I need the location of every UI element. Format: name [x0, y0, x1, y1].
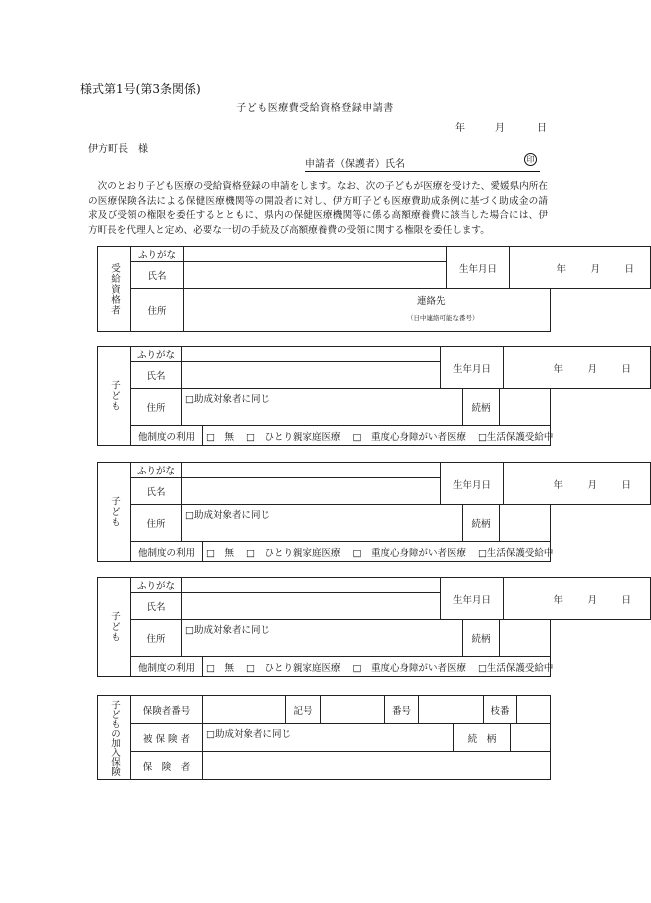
addressee: 伊方町長 様 [88, 144, 148, 155]
child-section-label: 子ども [97, 346, 131, 446]
child-birthdate-input[interactable] [503, 577, 651, 620]
child-name-input[interactable] [181, 592, 441, 620]
child-address-input[interactable] [181, 388, 463, 426]
child-address-input[interactable] [181, 504, 463, 542]
month-label: 月 [495, 123, 505, 134]
document-title: 子ども医療費受給資格登録申請書 [236, 103, 394, 114]
declaration-paragraph: 次のとおり子ども医療の受給資格登録の申請をします。なお、次の子どもが医療を受けた、愛媛県内所在の医療保険各法による保健医療機関等の開設者に対し、伊方町子ども医療費助成条例に基づく助成金の請求及び受領の権限を委任するとともに、県内の保健医療機関等に係る高額療養費に該当した場合には、伊方町長を代理人と定め、必要な一切の手続及び高額療養費の受領に関する権限を委任します。 [88, 181, 548, 236]
year-label: 年 [553, 594, 563, 606]
child-address-label: 住所 [130, 388, 182, 426]
day-label: 日 [624, 263, 634, 275]
child-relationship-input[interactable] [499, 504, 551, 542]
insurer-number-input[interactable] [202, 695, 286, 724]
recipient-name-label: 氏名 [130, 261, 184, 289]
child-address-input[interactable] [181, 619, 463, 657]
other-systems-options [202, 425, 554, 446]
child-furigana-input[interactable] [181, 346, 441, 362]
child-birthdate-label: 生年月日 [440, 462, 504, 505]
other-systems-label: 他制度の利用 [130, 541, 203, 562]
option-disability-checkbox[interactable]: □ 重度心身障がい者医療 [352, 662, 466, 674]
year-label: 年 [455, 123, 465, 134]
child-birthdate-input[interactable] [503, 462, 651, 505]
number-label: 番号 [384, 695, 419, 724]
day-label: 日 [537, 123, 547, 134]
other-systems-label: 他制度の利用 [130, 425, 203, 446]
applicant-name-field[interactable] [305, 155, 540, 172]
day-label: 日 [621, 479, 631, 491]
contact-note: （日中連絡可能な番号） [407, 314, 479, 322]
contact-label: 連絡先 [417, 296, 446, 307]
option-none-checkbox[interactable]: □ 無 [206, 547, 234, 559]
recipient-name-input[interactable] [183, 261, 447, 289]
child-section-1 [97, 346, 631, 446]
option-none-checkbox[interactable]: □ 無 [206, 662, 234, 674]
month-label: 月 [587, 594, 597, 606]
child-furigana-input[interactable] [181, 577, 441, 593]
application-date [455, 119, 547, 134]
month-label: 月 [587, 363, 597, 375]
insured-relationship-input[interactable] [510, 723, 551, 752]
option-welfare-checkbox[interactable]: □生活保護受給中 [477, 547, 554, 559]
insurer-label: 保 険 者 [130, 751, 203, 780]
symbol-label: 記号 [285, 695, 321, 724]
child-name-label: 氏名 [130, 477, 182, 505]
child-name-label: 氏名 [130, 592, 182, 620]
recipient-furigana-input[interactable] [183, 246, 447, 262]
contact-info [407, 293, 497, 322]
child-section-label: 子ども [97, 577, 131, 677]
insurer-number-label: 保険者番号 [130, 695, 203, 724]
insurance-section [97, 695, 551, 780]
recipient-birthdate-input[interactable] [509, 246, 651, 289]
day-label: 日 [621, 363, 631, 375]
same-as-recipient-checkbox[interactable]: □助成対象者に同じ [185, 394, 270, 405]
other-systems-label: 他制度の利用 [130, 656, 203, 677]
insurance-section-label: 子どもの加入保険 [97, 695, 131, 780]
same-as-recipient-checkbox[interactable]: □助成対象者に同じ [206, 729, 291, 740]
child-birthdate-label: 生年月日 [440, 346, 504, 389]
year-label: 年 [553, 363, 563, 375]
child-furigana-label: ふりがな [130, 577, 182, 593]
seal-mark: 印 [524, 153, 537, 166]
day-label: 日 [621, 594, 631, 606]
recipient-furigana-label: ふりがな [130, 246, 184, 262]
year-label: 年 [556, 263, 566, 275]
same-as-recipient-checkbox[interactable]: □助成対象者に同じ [185, 625, 270, 636]
symbol-input[interactable] [320, 695, 385, 724]
same-as-recipient-checkbox[interactable]: □助成対象者に同じ [185, 510, 270, 521]
child-name-label: 氏名 [130, 361, 182, 389]
child-relationship-input[interactable] [499, 619, 551, 657]
child-relationship-input[interactable] [499, 388, 551, 426]
insured-label: 被 保 険 者 [130, 723, 203, 752]
recipient-section-label: 受給資格者 [97, 246, 131, 332]
declaration-text [88, 180, 548, 238]
month-label: 月 [587, 479, 597, 491]
child-section-label: 子ども [97, 462, 131, 562]
child-birthdate-input[interactable] [503, 346, 651, 389]
option-disability-checkbox[interactable]: □ 重度心身障がい者医療 [352, 547, 466, 559]
option-welfare-checkbox[interactable]: □生活保護受給中 [477, 431, 554, 443]
insured-relationship-label: 続 柄 [453, 723, 511, 752]
recipient-address-label: 住所 [130, 288, 184, 332]
branch-label: 枝番 [483, 695, 517, 724]
child-furigana-label: ふりがな [130, 462, 182, 478]
child-furigana-label: ふりがな [130, 346, 182, 362]
child-relationship-label: 続柄 [462, 619, 500, 657]
form-number: 様式第1号(第3条関係) [80, 82, 201, 96]
year-label: 年 [553, 479, 563, 491]
recipient-section [97, 246, 634, 332]
number-input[interactable] [418, 695, 484, 724]
other-systems-options [202, 656, 554, 677]
child-furigana-input[interactable] [181, 462, 441, 478]
option-single-parent-checkbox[interactable]: □ ひとり親家庭医療 [245, 547, 341, 559]
option-single-parent-checkbox[interactable]: □ ひとり親家庭医療 [245, 662, 341, 674]
recipient-birthdate-label: 生年月日 [446, 246, 510, 289]
insured-input[interactable] [202, 723, 454, 752]
child-birthdate-label: 生年月日 [440, 577, 504, 620]
child-address-label: 住所 [130, 504, 182, 542]
child-name-input[interactable] [181, 361, 441, 389]
option-welfare-checkbox[interactable]: □生活保護受給中 [477, 662, 554, 674]
insurer-input[interactable] [202, 751, 551, 780]
child-relationship-label: 続柄 [462, 504, 500, 542]
child-name-input[interactable] [181, 477, 441, 505]
applicant-name-label: 申請者（保護者）氏名 [305, 159, 405, 170]
month-label: 月 [590, 263, 600, 275]
child-relationship-label: 続柄 [462, 388, 500, 426]
option-single-parent-checkbox[interactable]: □ ひとり親家庭医療 [245, 431, 341, 443]
child-section-2 [97, 462, 631, 562]
child-section-3 [97, 577, 631, 677]
option-disability-checkbox[interactable]: □ 重度心身障がい者医療 [352, 431, 466, 443]
other-systems-options [202, 541, 554, 562]
child-address-label: 住所 [130, 619, 182, 657]
option-none-checkbox[interactable]: □ 無 [206, 431, 234, 443]
branch-input[interactable] [516, 695, 551, 724]
